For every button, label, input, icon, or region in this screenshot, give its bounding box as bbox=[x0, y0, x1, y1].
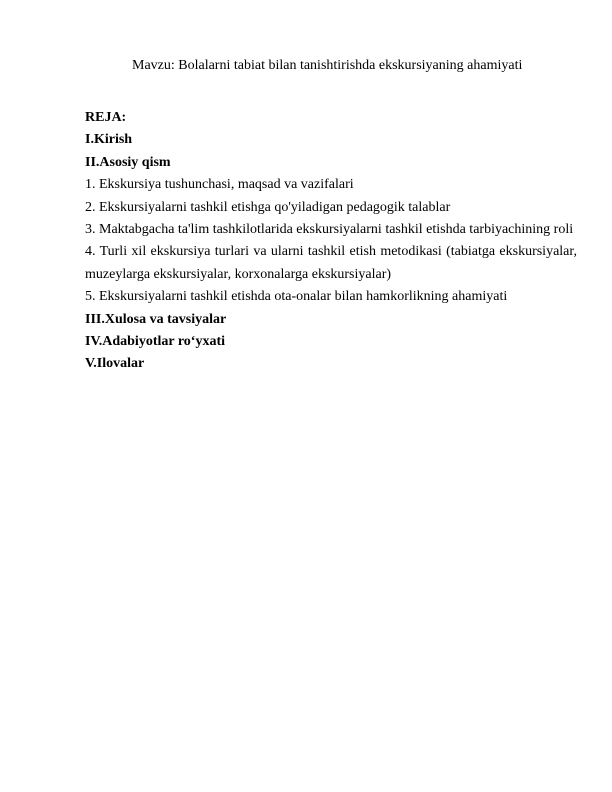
section-appendices: V.Ilovalar bbox=[85, 356, 145, 372]
section-references: IV.Adabiyotlar ro‘yxati bbox=[85, 334, 226, 350]
section-conclusion: III.Xulosa va tavsiyalar bbox=[85, 311, 227, 327]
plan-item-5: 5. Ekskursiyalarni tashkil etishda ota-onalar bilan hamkorlikning ahamiyati bbox=[85, 289, 508, 305]
section-main-part: II.Asosiy qism bbox=[85, 154, 171, 170]
plan-outline bbox=[85, 107, 577, 376]
plan-item-4: 4. Turli xil ekskursiya turlari va ularni tashkil etish metodikasi (tabiatga ekskursiyalar, muzeylarga ekskursiyalar, korxonalarga ekskursiyalar) bbox=[85, 244, 577, 282]
document-title: Mavzu: Bolalarni tabiat bilan tanishtirishda ekskursiyaning ahamiyati bbox=[132, 58, 523, 73]
plan-item-2: 2. Ekskursiyalarni tashkil etishga qo'yiladigan pedagogik talablar bbox=[85, 199, 451, 215]
plan-item-3: 3. Maktabgacha ta'lim tashkilotlarida ekskursiyalarni tashkil etishda tarbiyachining roli bbox=[85, 222, 574, 238]
section-introduction: I.Kirish bbox=[85, 132, 133, 148]
plan-heading: REJA: bbox=[85, 110, 127, 125]
plan-item-1: 1. Ekskursiya tushunchasi, maqsad va vazifalari bbox=[85, 177, 354, 193]
